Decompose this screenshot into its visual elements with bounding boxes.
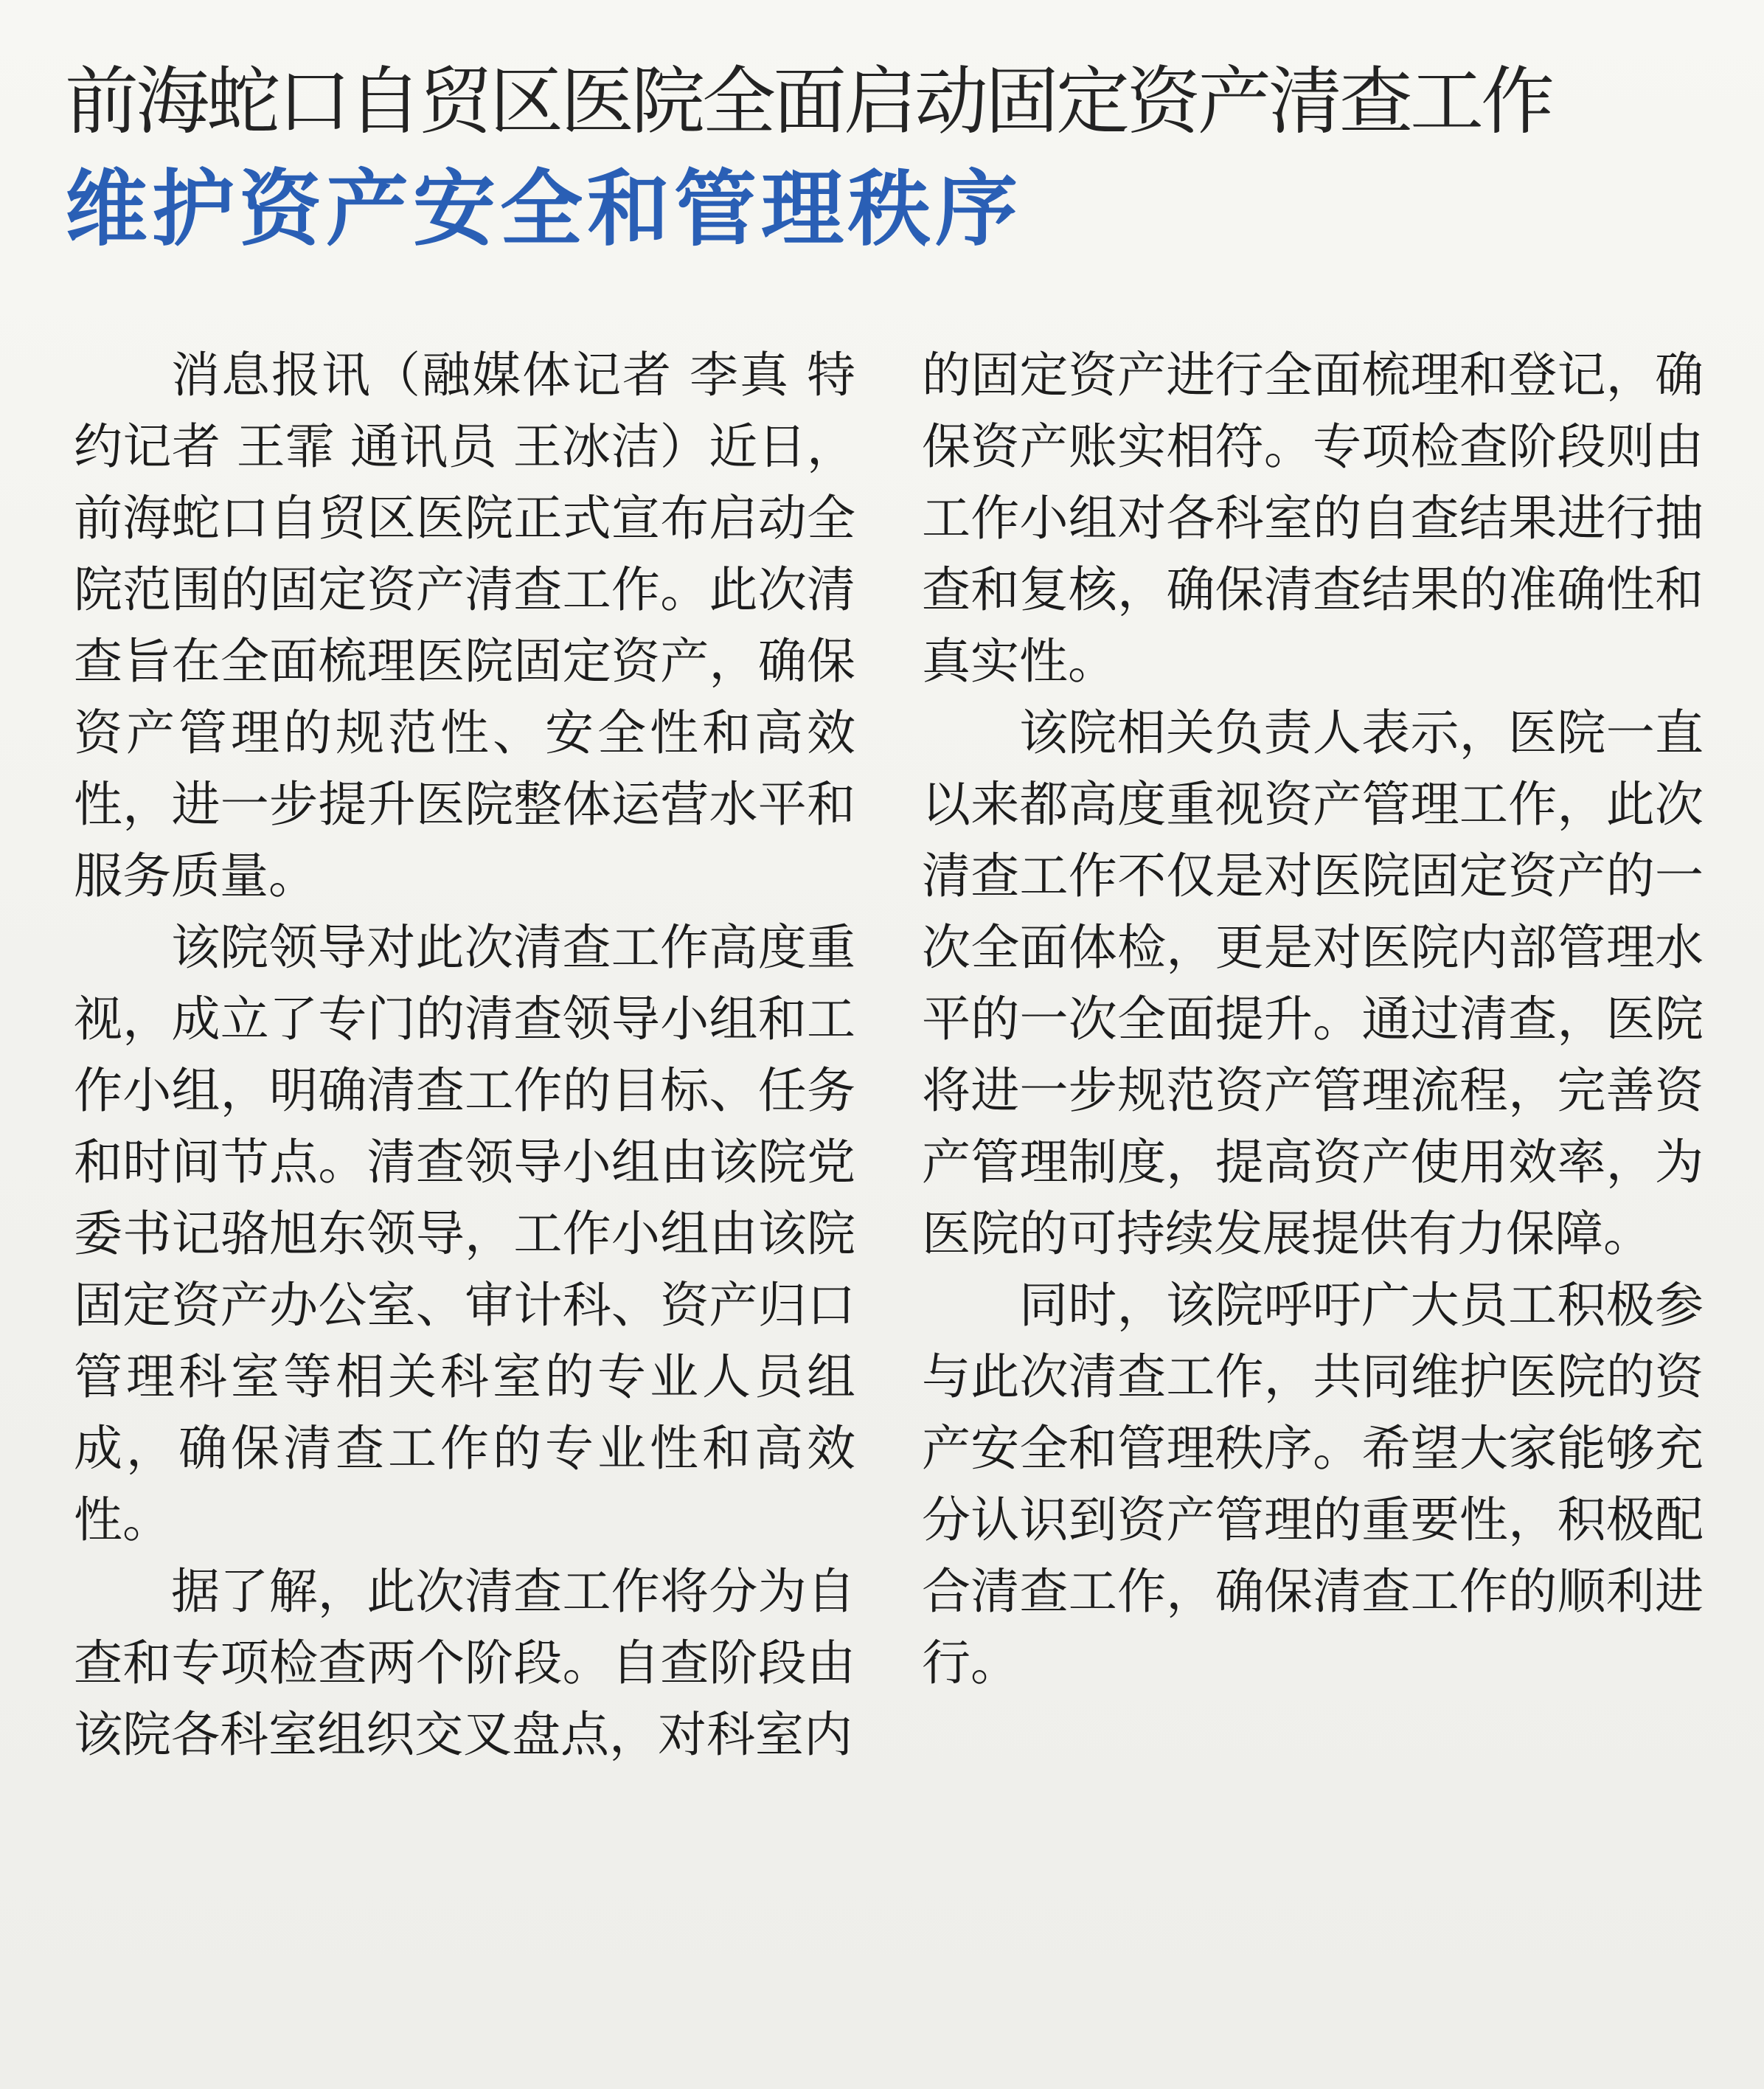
subheadline: 维护资产安全和管理秩序 (65, 161, 1022, 257)
paragraph-1: 消息报讯（融媒体记者 李真 特约记者 王霏 通讯员 王冰洁）近日，前海蛇口自贸区医院正式宣布启动全院范围的固定资产清查工作。此次清查旨在全面梳理医院固定资产，确保资产管理的规范性、安全性和高效性，进一步提升医院整体运营水平和服务质量。 (74, 347, 855, 904)
paragraph-3-continued: 的固定资产进行全面梳理和登记，确保资产账实相符。专项检查阶段则由工作小组对各科室的自查结果进行抽查和复核，确保清查结果的准确性和真实性。 (922, 347, 1704, 690)
paragraph-4: 该院相关负责人表示，医院一直以来都高度重视资产管理工作，此次清查工作不仅是对医院固定资产的一次全面体检，更是对医院内部管理水平的一次全面提升。通过清查，医院将进一步规范资产管理流程，完善资产管理制度，提高资产使用效率，为医院的可持续发展提供有力保障。 (922, 704, 1704, 1262)
article-column-right (922, 339, 1704, 1699)
paragraph-5: 同时，该院呼吁广大员工积极参与此次清查工作，共同维护医院的资产安全和管理秩序。希望大家能够充分认识到资产管理的重要性，积极配合清查工作，确保清查工作的顺利进行。 (922, 1277, 1704, 1691)
paragraph-3: 据了解，此次清查工作将分为自查和专项检查两个阶段。自查阶段由该院各科室组织交叉盘点，对科室内 (74, 1563, 855, 1763)
paragraph-2: 该院领导对此次清查工作高度重视，成立了专门的清查领导小组和工作小组，明确清查工作的目标、任务和时间节点。清查领导小组由该院党委书记骆旭东领导，工作小组由该院固定资产办公室、审计科、资产归口管理科室等相关科室的专业人员组成，确保清查工作的专业性和高效性。 (74, 919, 855, 1548)
headline: 前海蛇口自贸区医院全面启动固定资产清查工作 (65, 58, 1552, 145)
article-column-left (74, 339, 855, 1770)
